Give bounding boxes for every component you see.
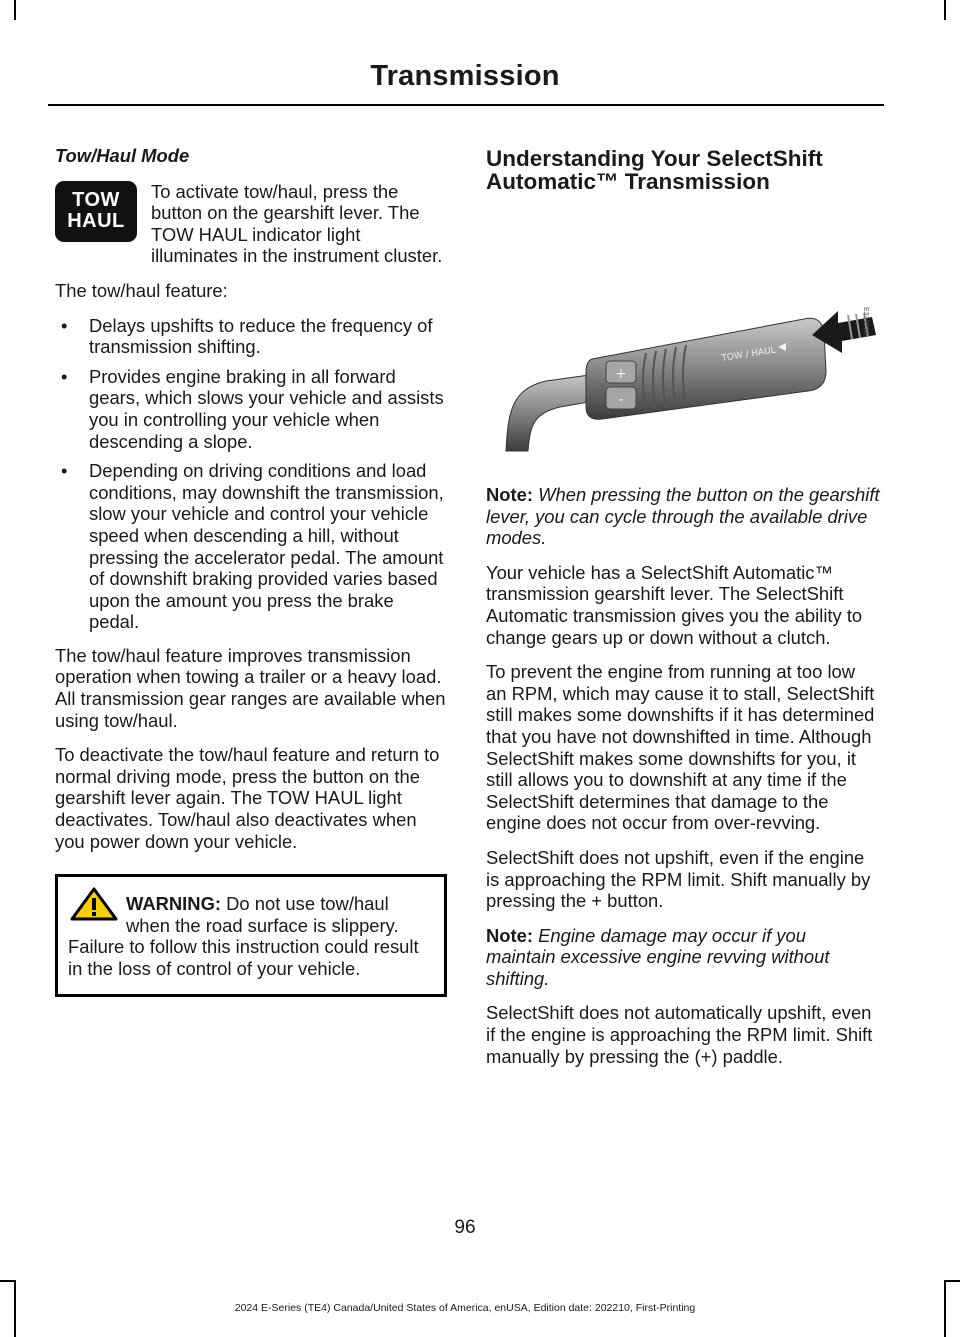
crop-mark-bottom-right: [944, 1280, 946, 1337]
crop-mark-bottom-right-h: [946, 1280, 960, 1282]
warning-label: WARNING:: [126, 893, 222, 915]
warning-triangle-icon: [70, 887, 118, 921]
subheading-tow-haul: Tow/Haul Mode: [55, 145, 190, 166]
note-text: When pressing the button on the gearshift lever, you can cycle through the available drive modes.: [486, 484, 880, 549]
figure-minus-label: -: [618, 392, 624, 408]
crop-mark-top-right: [944, 0, 946, 20]
warning-text: Do not use tow/haul when the road surface is slippery. Failure to follow this instruction could result in the loss of control of your vehicle.: [68, 893, 419, 979]
right-column: [486, 145, 880, 1080]
title-rule: [48, 104, 884, 106]
paragraph-selectshift-downshift: To prevent the engine from running at too low an RPM, which may cause it to stall, SelectShift still makes some downshifts if it has determined that you have not downshifted in time. Although SelectShift makes some downshifts for you, it still allows you to downshift at any time if the SelectShift determines that damage to the engine does not occur from over-revving.: [486, 661, 875, 834]
gearshift-lever-illustration: [486, 211, 880, 456]
note-drive-modes: [486, 484, 880, 549]
figure-plus-label: +: [615, 366, 627, 382]
list-item: • Provides engine braking in all forward gears, which slows your vehicle and assists you in controlling your vehicle when descending a slope.: [55, 366, 447, 452]
section-heading-selectshift: Understanding Your SelectShift Automatic™ Transmission: [486, 146, 823, 194]
page-title: Transmission: [370, 60, 560, 92]
gearshift-figure: [486, 211, 880, 456]
figure-lever-label: TOW / HAUL: [720, 345, 777, 364]
paragraph-selectshift-upshift: SelectShift does not upshift, even if the engine is approaching the RPM limit. Shift manually by pressing the + button.: [486, 846, 871, 912]
list-item: • Delays upshifts to reduce the frequency of transmission shifting.: [55, 315, 447, 358]
paragraph-selectshift-intro: Your vehicle has a SelectShift Automatic™ transmission gearshift lever. The SelectShift Automatic transmission gives you the ability to change gears up or down without a clutch.: [486, 561, 863, 648]
list-item: • Depending on driving conditions and load conditions, may downshift the transmission, slow your vehicle and control your vehicle speed when descending a hill, without pressing the accelerator pedal. The amount of downshift braking provided varies based upon the amount you press the brake pedal.: [55, 460, 447, 633]
figure-code: E339938: [862, 307, 869, 336]
paragraph-improves: The tow/haul feature improves transmission operation when towing a trailer or a heavy load. All transmission gear ranges are available when using tow/haul.: [55, 644, 446, 731]
tow-haul-button-icon: [55, 181, 137, 242]
note-text: Engine damage may occur if you maintain excessive engine revving without shifting.: [486, 924, 830, 989]
paragraph-deactivate: To deactivate the tow/haul feature and return to normal driving mode, press the button on the gearshift lever again. The TOW HAUL light deactivates. Tow/haul also deactivates when you power down your vehicle.: [55, 744, 440, 852]
note-label: Note:: [486, 484, 533, 505]
paragraph-paddle: SelectShift does not automatically upshift, even if the engine is approaching the RPM limit. Shift manually by pressing the (+) paddle.: [486, 1002, 873, 1067]
tow-icon-line2: HAUL: [67, 210, 125, 233]
features-lead: The tow/haul feature:: [55, 279, 228, 301]
page-number: 96: [454, 1217, 476, 1238]
warning-box: [55, 874, 447, 996]
left-column: [55, 145, 447, 997]
crop-mark-top-left: [14, 0, 16, 20]
footer-edition: 2024 E-Series (TE4) Canada/United States of America, enUSA, Edition date: 202210, First-Printing: [234, 1302, 696, 1314]
note-label: Note:: [486, 924, 533, 946]
tow-icon-line1: TOW: [72, 189, 120, 212]
feature-list: [55, 315, 447, 633]
note-engine-damage: [486, 925, 880, 990]
crop-mark-bottom-left-h: [0, 1280, 14, 1282]
intro-paragraph: To activate tow/haul, press the button on the gearshift lever. The TOW HAUL indicator light illuminates in the instrument cluster.: [151, 180, 443, 267]
